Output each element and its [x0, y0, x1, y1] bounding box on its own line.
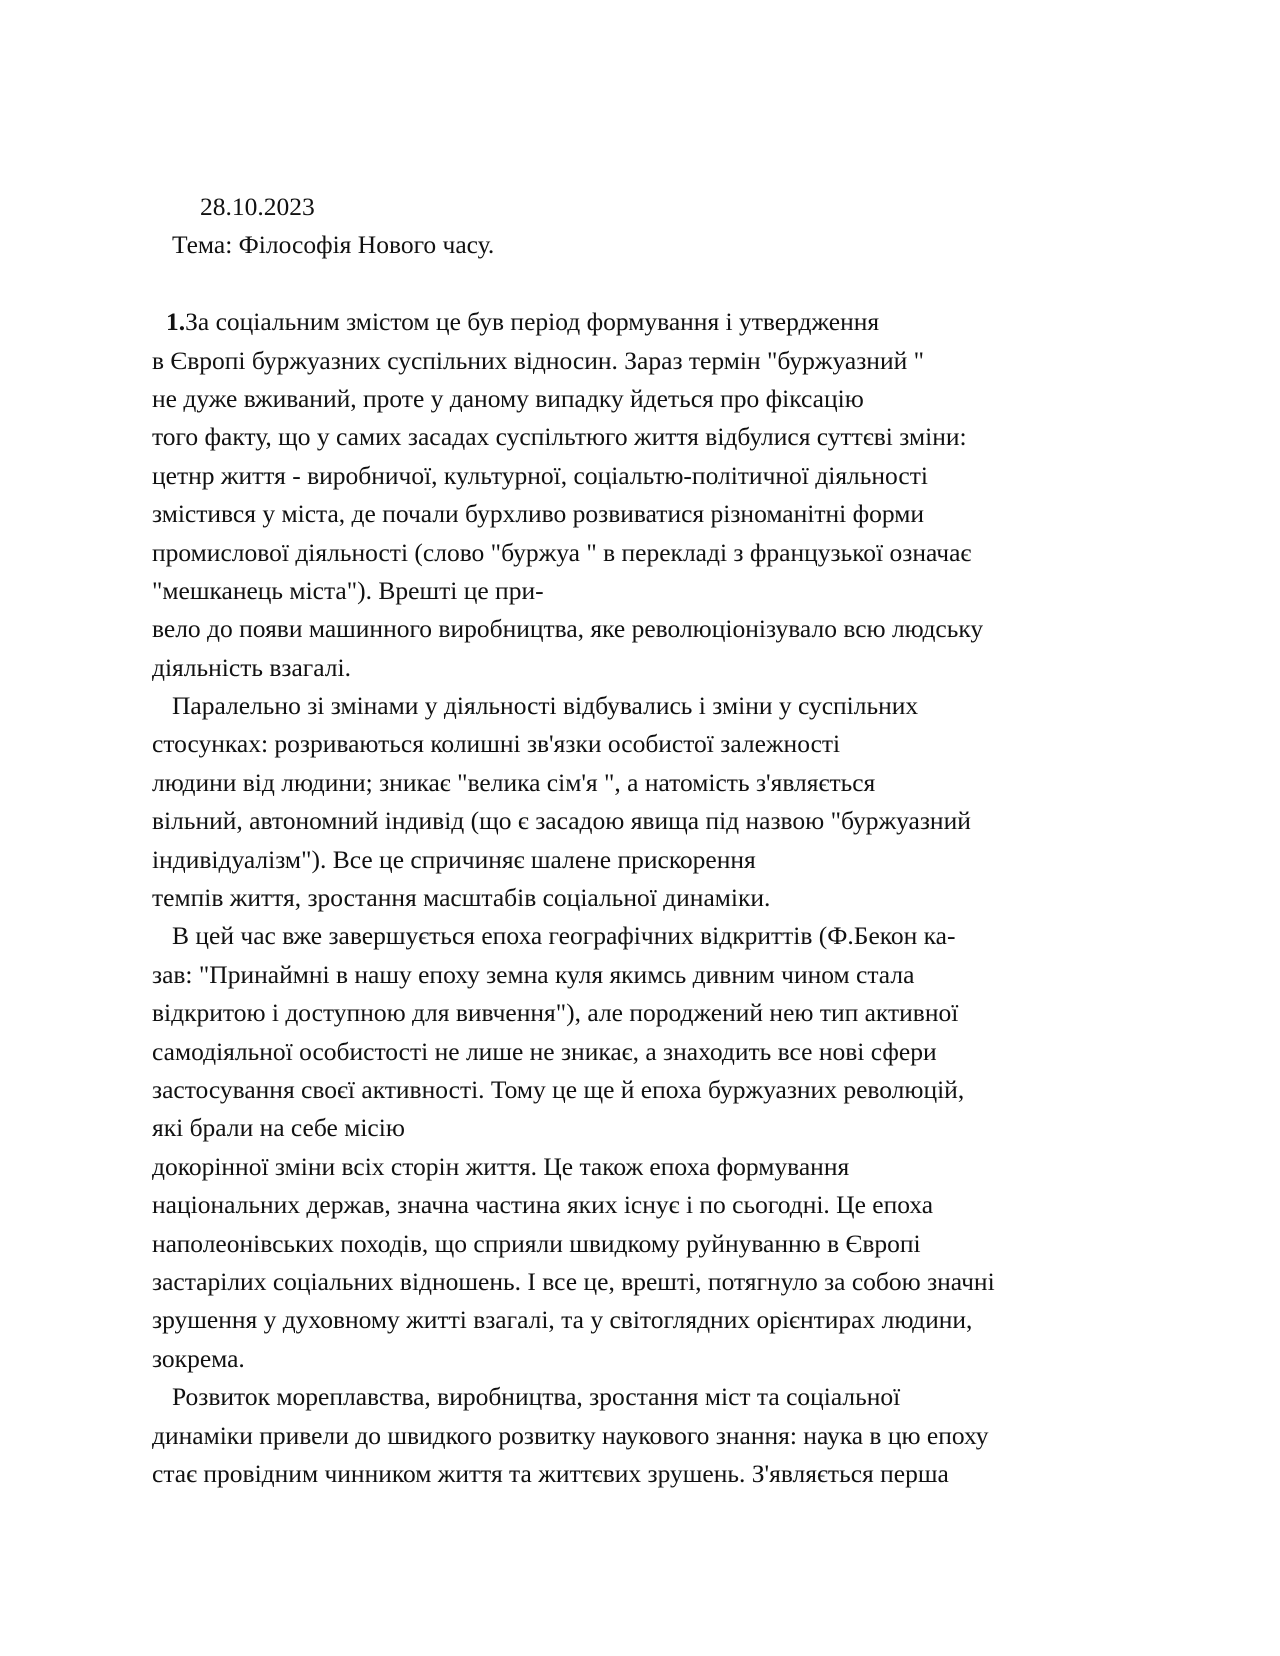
- paragraph-line: самодіяльної особистості не лише не зникає, а знаходить все нові сфери: [152, 1036, 937, 1066]
- paragraph-line: застосування своєї активності. Тому це ще й епоха буржуазних революцій,: [152, 1074, 965, 1104]
- paragraph-line: відкритою і доступною для вивчення"), але породжений нею тип активної: [152, 998, 959, 1028]
- paragraph-line: динаміки привели до швидкого розвитку наукового знання: наука в цю епоху: [152, 1420, 989, 1450]
- paragraph-line: індивідуалізм"). Все це спричиняє шалене прискорення: [152, 844, 756, 874]
- paragraph-line: змістився у міста, де почали бурхливо розвиватися різноманітні форми: [152, 499, 925, 529]
- document-date: 28.10.2023: [200, 192, 315, 221]
- paragraph-line: Розвиток мореплавства, виробництва, зростання міст та соціальної: [172, 1382, 901, 1412]
- paragraph-line: В цей час вже завершується епоха географічних відкриттів (Ф.Бекон ка-: [172, 921, 956, 951]
- paragraph-line: [152, 303, 1172, 341]
- paragraph-line: стосунках: розриваються колишні зв'язки особистої залежності: [152, 729, 841, 759]
- blank-line: [152, 265, 1172, 303]
- section-number: 1.: [166, 307, 186, 337]
- paragraph-line: національних держав, значна частина яких існує і по сьогодні. Це епоха: [152, 1190, 934, 1220]
- line-text: За соціальним змістом це був період формування і утвердження: [185, 307, 880, 337]
- paragraph-line: людини від людини; зникає "велика сім'я ", а натомість з'являється: [152, 767, 876, 797]
- paragraph-line: які брали на себе місію: [152, 1113, 405, 1143]
- paragraph-line: наполеонівських походів, що сприяли швидкому руйнуванню в Європі: [152, 1228, 921, 1258]
- paragraph-line: промислової діяльності (слово "буржуа " в перекладі з французької означає: [152, 537, 972, 567]
- paragraph-line: докорінної зміни всіх сторін життя. Це також епоха формування: [152, 1151, 850, 1181]
- paragraph-line: вело до появи машинного виробництва, яке революціонізувало всю людську: [152, 614, 984, 644]
- paragraph-line: не дуже вживаний, проте у даному випадку йдеться про фіксацію: [152, 383, 864, 413]
- paragraph-line: "мешканець міста"). Врешті це при-: [152, 575, 544, 605]
- paragraph-line: в Європі буржуазних суспільних відносин. Зараз термін "буржуазний ": [152, 345, 925, 375]
- paragraph-line: застарілих соціальних відношень. І все це, врешті, потягнуло за собою значні: [152, 1266, 995, 1296]
- paragraph-line: того факту, що у самих засадах суспільтюго життя відбулися суттєві зміни:: [152, 422, 967, 452]
- paragraph-line: цетнр життя - виробничої, культурної, соціальтю-політичної діяльності: [152, 460, 928, 490]
- paragraph-line: темпів життя, зростання масштабів соціальної динаміки.: [152, 883, 771, 913]
- paragraph-line: зокрема.: [152, 1343, 245, 1373]
- paragraph-line: вільний, автономний індивід (що є засадою явища під назвою "буржуазний: [152, 806, 971, 836]
- paragraph-line: стає провідним чинником життя та життєвих зрушень. З'являється перша: [152, 1458, 949, 1488]
- paragraph-line: зав: "Принаймні в нашу епоху земна куля якимсь дивним чином стала: [152, 959, 915, 989]
- paragraph-line: зрушення у духовному житті взагалі, та у світоглядних орієнтирах людини,: [152, 1305, 973, 1335]
- document-topic: Тема: Філософія Нового часу.: [172, 230, 495, 260]
- document-text: [152, 188, 1172, 1493]
- paragraph-line: Паралельно зі змінами у діяльності відбувались і зміни у суспільних: [172, 691, 919, 721]
- paragraph-line: діяльність взагалі.: [152, 652, 351, 682]
